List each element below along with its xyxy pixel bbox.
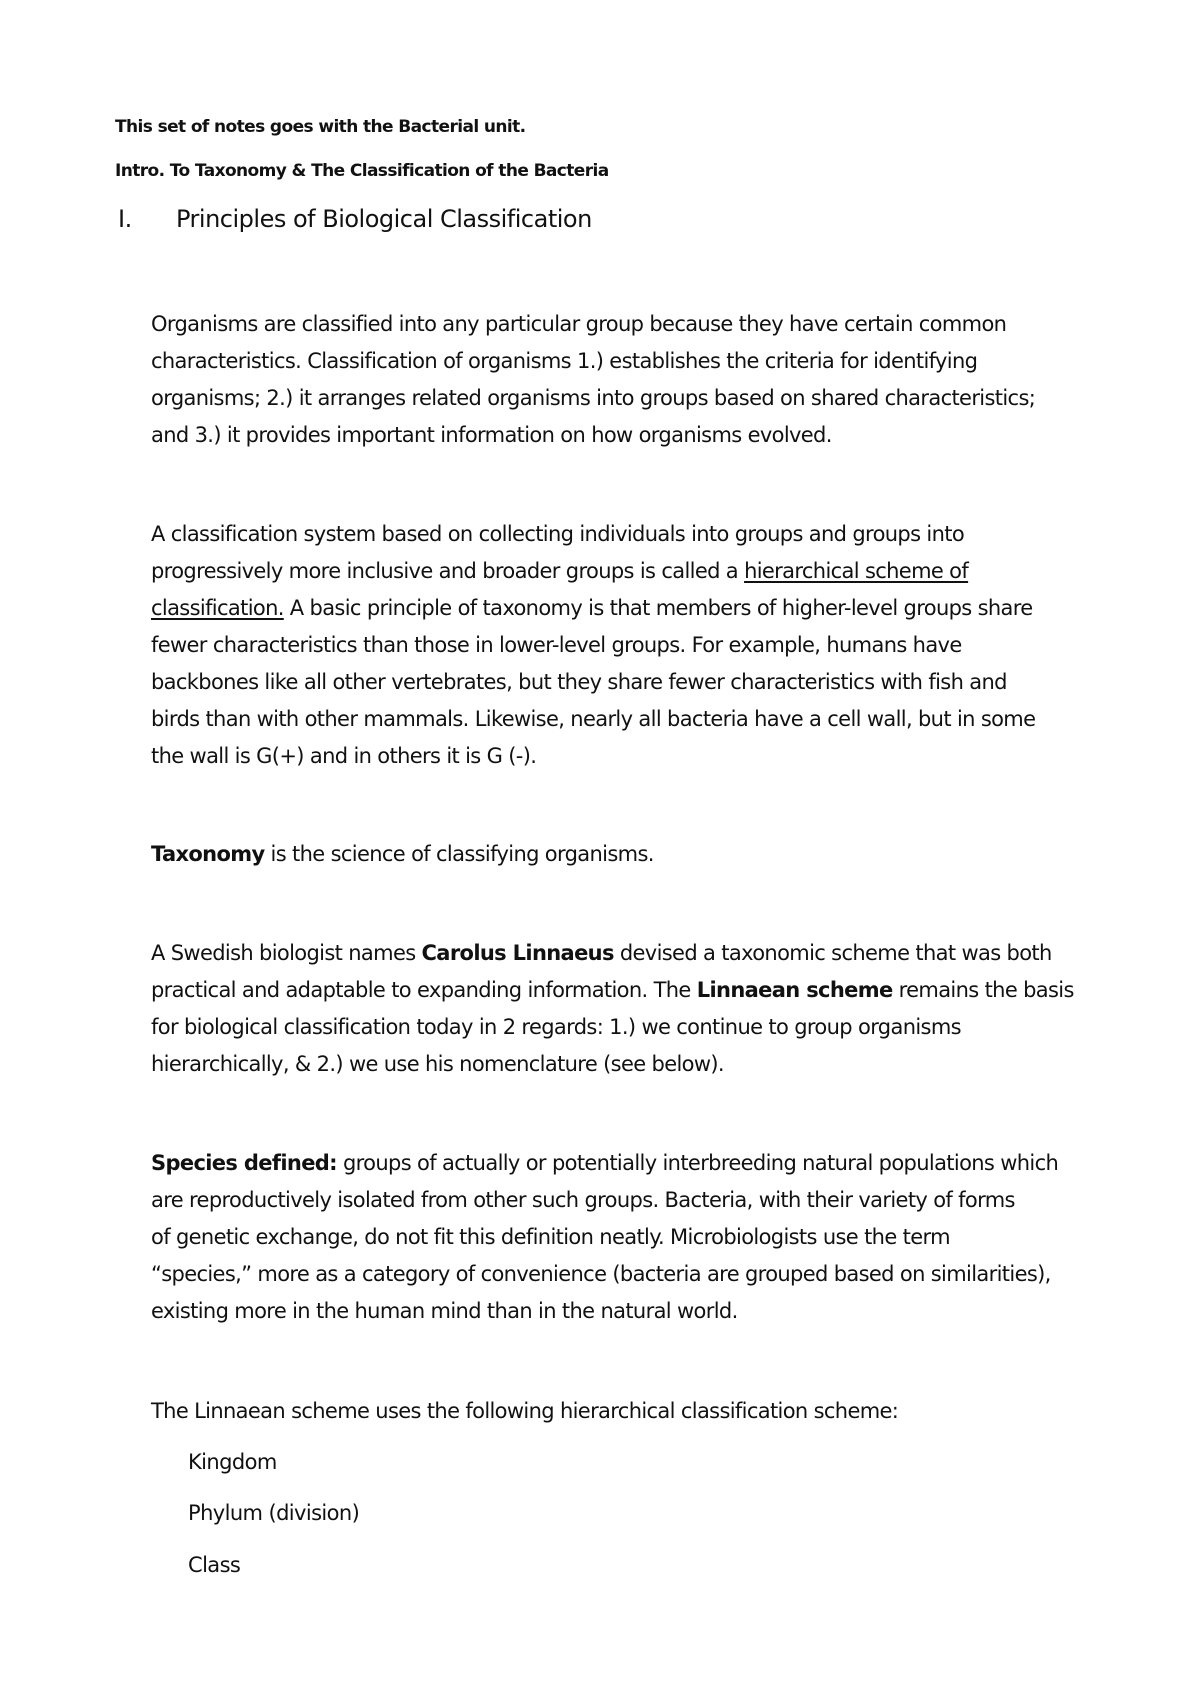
bold-term: Taxonomy bbox=[151, 842, 265, 866]
text-fragment: devised a taxonomic scheme that was both bbox=[613, 941, 1052, 965]
paragraph-species-definition bbox=[151, 1145, 1111, 1330]
section-title: Principles of Biological Classification bbox=[176, 205, 592, 233]
list-item-class: Class bbox=[188, 1553, 241, 1577]
paragraph-linnaean-scheme-intro bbox=[151, 1393, 1111, 1430]
text-line: fewer characteristics than those in lower-level groups. For example, humans have bbox=[151, 633, 962, 657]
text-line bbox=[151, 553, 1111, 590]
text-line: “species,” more as a category of convenience (bacteria are grouped based on similarities), bbox=[151, 1262, 1051, 1286]
text-line: hierarchically, & 2.) we use his nomenclature (see below). bbox=[151, 1052, 724, 1076]
underlined-term: hierarchical scheme of bbox=[744, 559, 969, 583]
bold-term: Carolus Linnaeus bbox=[421, 941, 614, 965]
bold-term: Linnaean scheme bbox=[696, 978, 893, 1002]
underlined-term: classification. bbox=[151, 596, 284, 620]
text-line: birds than with other mammals. Likewise, nearly all bacteria have a cell wall, but in some bbox=[151, 707, 1036, 731]
paragraph-linnaeus bbox=[151, 935, 1111, 1083]
text-fragment: groups of actually or potentially interbreeding natural populations which bbox=[336, 1151, 1059, 1175]
text-line bbox=[151, 1145, 1111, 1182]
text-line bbox=[151, 935, 1111, 972]
section-heading bbox=[118, 205, 592, 233]
text-fragment: is the science of classifying organisms. bbox=[264, 842, 654, 866]
text-line bbox=[151, 972, 1111, 1009]
text-line: and 3.) it provides important information on how organisms evolved. bbox=[151, 423, 832, 447]
list-item-kingdom: Kingdom bbox=[188, 1450, 277, 1474]
text-fragment: progressively more inclusive and broader groups is called a bbox=[151, 559, 745, 583]
text-line: are reproductively isolated from other such groups. Bacteria, with their variety of forms bbox=[151, 1188, 1015, 1212]
text-fragment: remains the basis bbox=[892, 978, 1074, 1002]
text-fragment: practical and adaptable to expanding information. The bbox=[151, 978, 697, 1002]
paragraph-taxonomy-definition bbox=[151, 836, 1111, 873]
paragraph-classification-purpose bbox=[151, 306, 1111, 454]
text-line: Organisms are classified into any particular group because they have certain common bbox=[151, 312, 1007, 336]
text-line bbox=[151, 836, 1111, 873]
text-line: for biological classification today in 2 regards: 1.) we continue to group organisms bbox=[151, 1015, 961, 1039]
text-line: characteristics. Classification of organisms 1.) establishes the criteria for identifying bbox=[151, 349, 978, 373]
text-line: the wall is G(+) and in others it is G (-). bbox=[151, 744, 537, 768]
text-fragment: A basic principle of taxonomy is that members of higher-level groups share bbox=[283, 596, 1033, 620]
unit-note: This set of notes goes with the Bacterial unit. bbox=[115, 117, 526, 137]
text-fragment: A Swedish biologist names bbox=[151, 941, 422, 965]
text-line bbox=[151, 590, 1111, 627]
text-line: organisms; 2.) it arranges related organisms into groups based on shared characteristics; bbox=[151, 386, 1036, 410]
text-line: backbones like all other vertebrates, but they share fewer characteristics with fish and bbox=[151, 670, 1007, 694]
list-item-phylum: Phylum (division) bbox=[188, 1501, 360, 1525]
bold-term: Species defined: bbox=[151, 1151, 337, 1175]
document-subtitle: Intro. To Taxonomy & The Classification of the Bacteria bbox=[115, 161, 609, 181]
section-number: I. bbox=[118, 205, 132, 233]
paragraph-hierarchical-scheme bbox=[151, 516, 1111, 775]
text-line: existing more in the human mind than in the natural world. bbox=[151, 1299, 738, 1323]
text-line: The Linnaean scheme uses the following hierarchical classification scheme: bbox=[151, 1399, 899, 1423]
text-line: A classification system based on collecting individuals into groups and groups into bbox=[151, 522, 965, 546]
text-line: of genetic exchange, do not fit this definition neatly. Microbiologists use the term bbox=[151, 1225, 950, 1249]
